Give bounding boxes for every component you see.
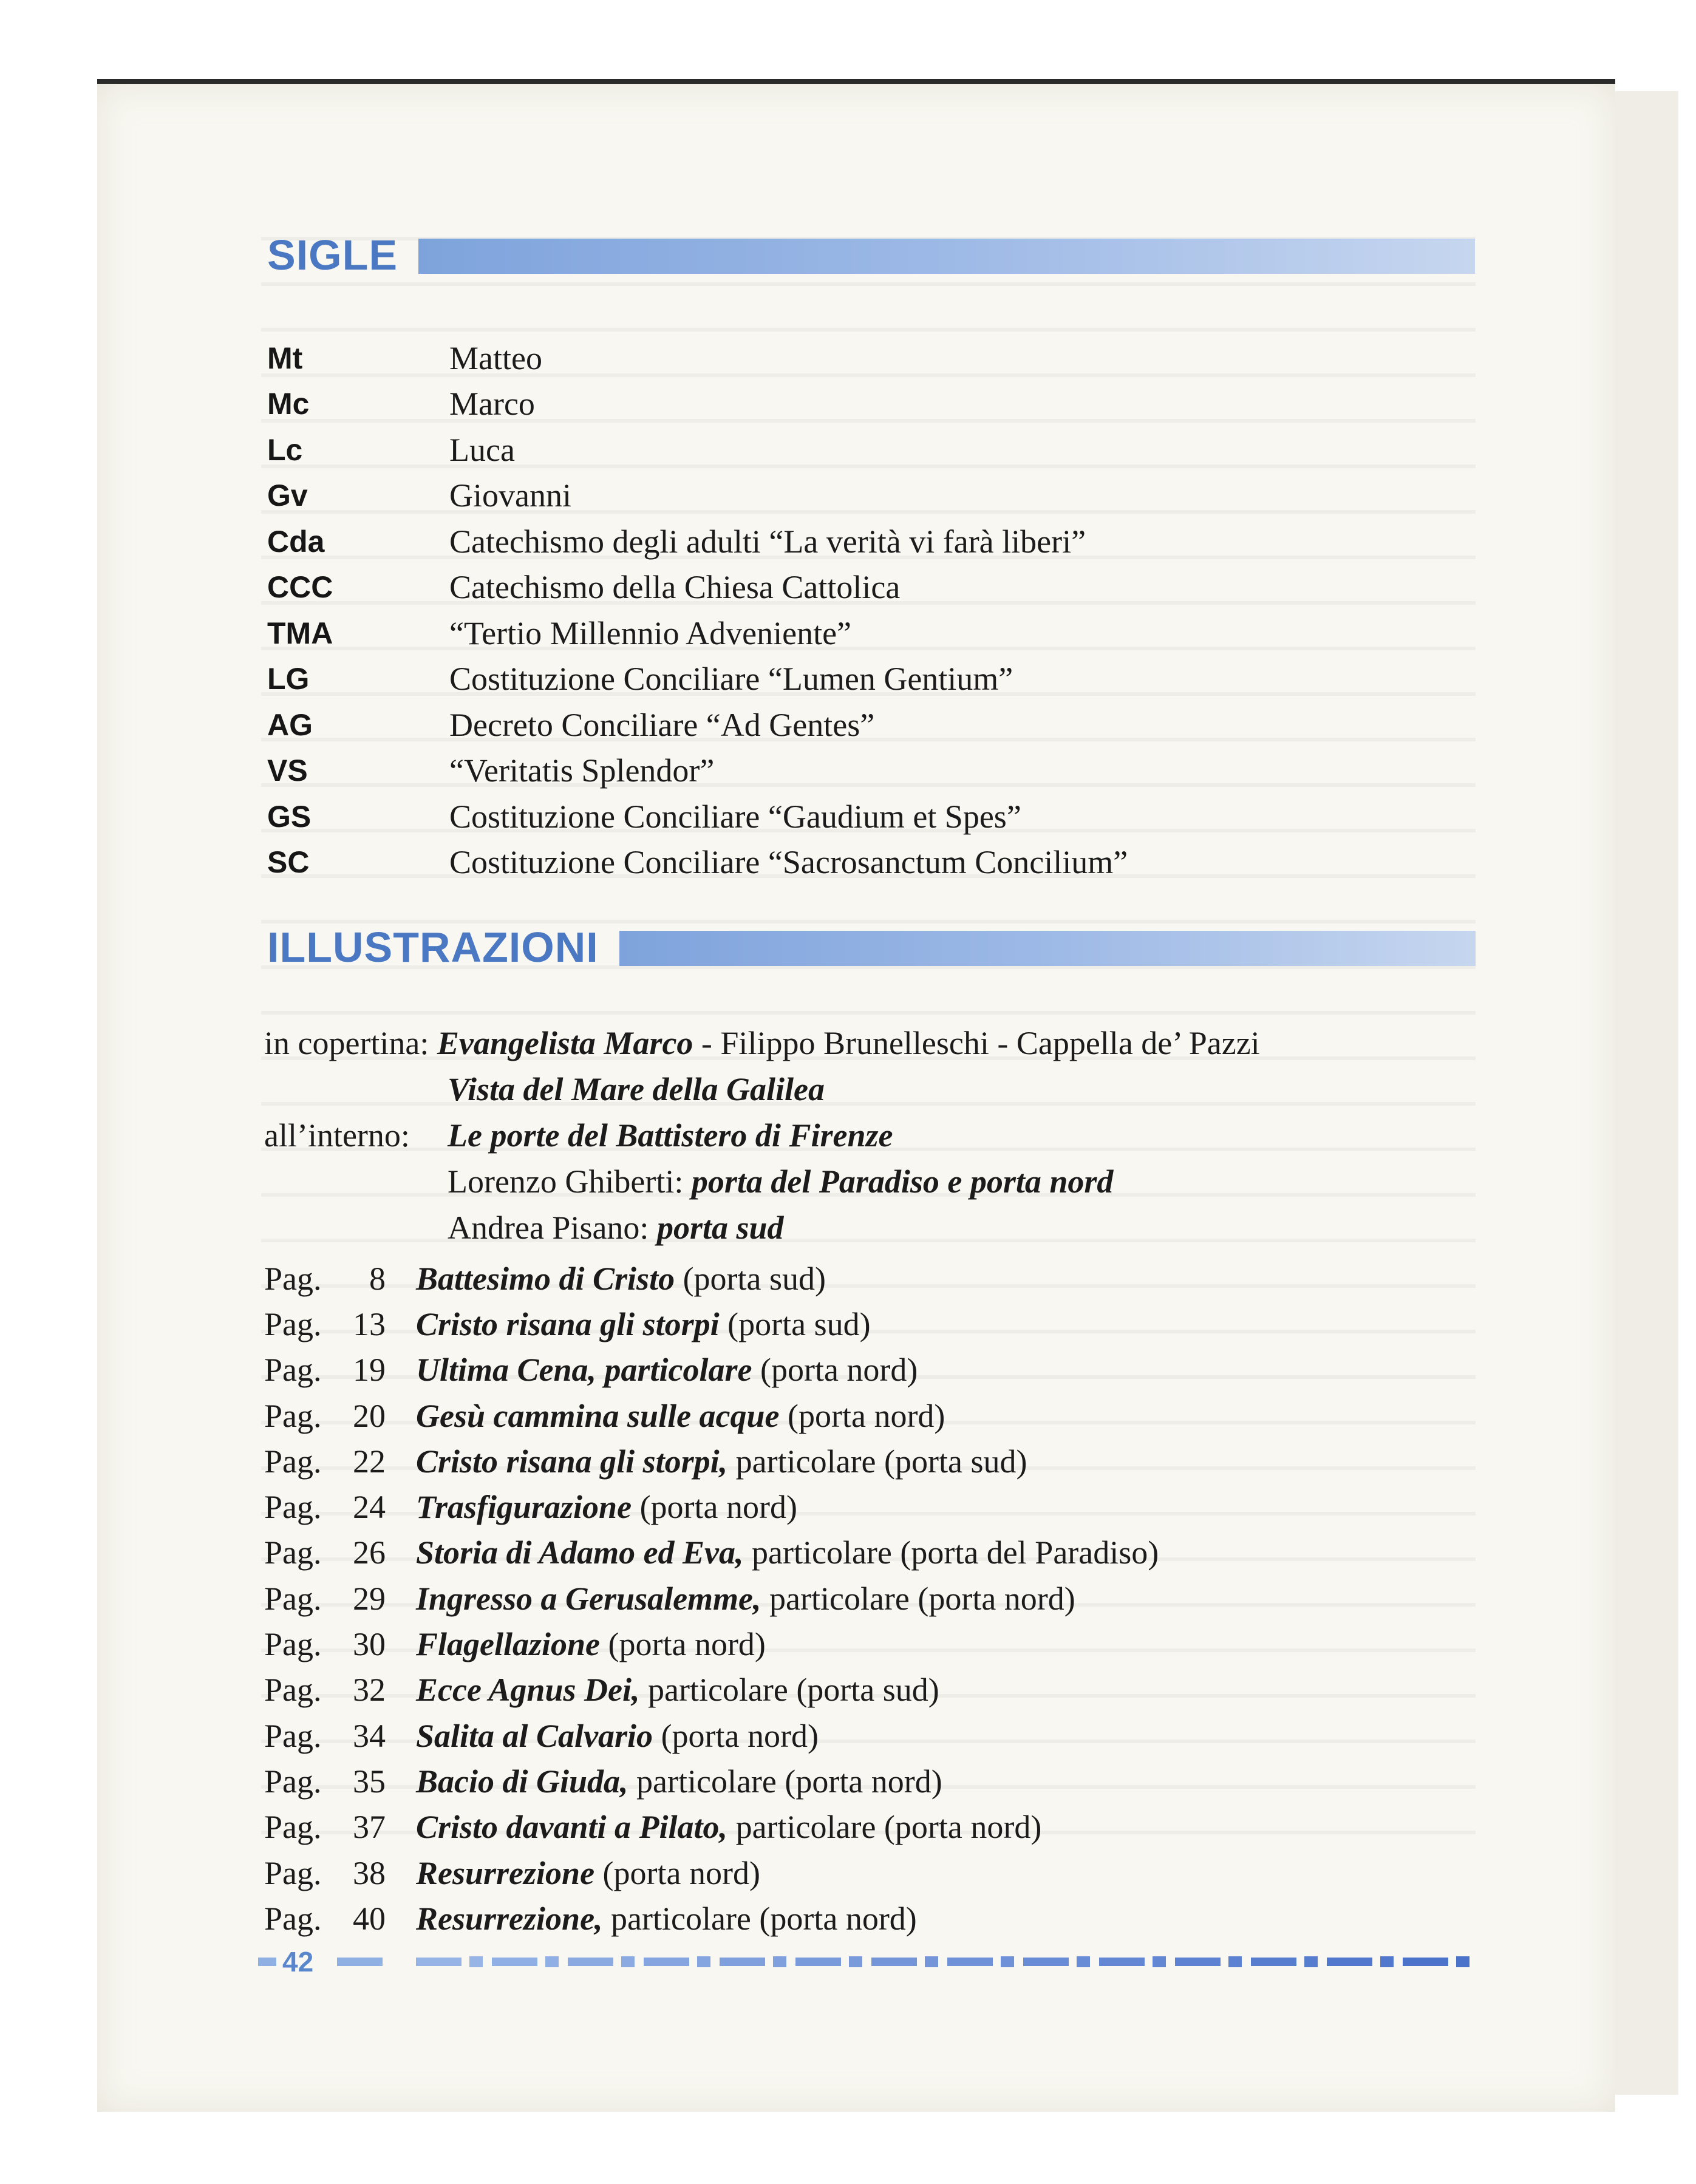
abbreviation-desc: Marco	[449, 386, 535, 423]
pag-number: 34	[353, 1717, 386, 1754]
pag-number: 19	[353, 1352, 386, 1389]
pag-number: 26	[353, 1534, 386, 1571]
abbreviation-desc: Catechismo della Chiesa Cattolica	[449, 569, 901, 606]
page-entry	[264, 1530, 1600, 1576]
abbreviation-row	[267, 748, 1542, 794]
abbreviation-row	[267, 473, 1542, 519]
pag-number: 38	[353, 1854, 386, 1891]
footer-dash	[1001, 1956, 1014, 1967]
pisano-work: porta sud	[656, 1209, 784, 1246]
footer-dash	[1403, 1958, 1448, 1966]
footer-dash	[621, 1956, 635, 1967]
artwork-title: Trasfigurazione	[416, 1489, 632, 1526]
page-entry	[264, 1347, 1600, 1393]
page-entry	[264, 1667, 1600, 1713]
abbreviation-desc: Catechismo degli adulti “La verità vi farà liberi”	[449, 523, 1086, 560]
abbreviation-code: Lc	[267, 432, 303, 467]
pag-label: Pag.	[264, 1809, 322, 1846]
page-entry	[264, 1850, 1600, 1896]
page-footer	[258, 1946, 1476, 1978]
artwork-note: (porta sud)	[719, 1305, 871, 1342]
heading-bar	[619, 931, 1476, 966]
pag-number: 37	[353, 1809, 386, 1846]
abbreviation-desc: Costituzione Conciliare “Gaudium et Spes”	[449, 798, 1021, 835]
illustrazioni-title: ILLUSTRAZIONI	[267, 924, 599, 971]
inside-label: all’interno:	[264, 1117, 410, 1154]
abbreviation-row	[267, 656, 1542, 702]
abbreviation-row	[267, 519, 1542, 565]
pag-label: Pag.	[264, 1900, 322, 1937]
abbreviation-row	[267, 794, 1542, 840]
inside-line	[264, 1112, 1600, 1158]
footer-dash	[1327, 1958, 1372, 1966]
page-entry	[264, 1484, 1600, 1529]
pag-label: Pag.	[264, 1489, 322, 1526]
heading-bar	[418, 239, 1475, 274]
pag-number: 20	[353, 1397, 386, 1434]
pag-label: Pag.	[264, 1717, 322, 1754]
cover-label: in copertina:	[264, 1025, 429, 1061]
pisano-line	[264, 1205, 1600, 1251]
abbreviation-row	[267, 610, 1542, 656]
pag-number: 13	[353, 1305, 386, 1342]
abbreviation-desc: Costituzione Conciliare “Lumen Gentium”	[449, 661, 1013, 698]
footer-dash	[1175, 1958, 1221, 1966]
pag-label: Pag.	[264, 1352, 322, 1389]
pag-label: Pag.	[264, 1672, 322, 1709]
pag-label: Pag.	[264, 1305, 322, 1342]
pag-label: Pag.	[264, 1580, 322, 1617]
pag-number: 40	[353, 1900, 386, 1937]
cover-line	[264, 1020, 1600, 1066]
page-entry	[264, 1758, 1600, 1804]
abbreviation-code: Mt	[267, 341, 303, 375]
pag-label: Pag.	[264, 1854, 322, 1891]
abbreviation-desc: Costituzione Conciliare “Sacrosanctum Concilium”	[449, 844, 1128, 881]
footer-dash	[545, 1956, 559, 1967]
footer-dash	[469, 1956, 483, 1967]
abbreviation-row	[267, 335, 1542, 381]
abbreviation-row	[267, 840, 1542, 886]
artwork-title: Resurrezione,	[416, 1900, 603, 1937]
artwork-note: (porta sud)	[675, 1260, 826, 1297]
page-entry	[264, 1621, 1600, 1667]
abbreviation-code: TMA	[267, 616, 333, 650]
abbreviation-row	[267, 427, 1542, 473]
abbreviation-code: AG	[267, 707, 313, 742]
abbreviation-desc: Giovanni	[449, 477, 571, 514]
artwork-title: Cristo risana gli storpi,	[416, 1443, 728, 1480]
sigle-heading	[267, 231, 1475, 279]
pag-number: 35	[353, 1763, 386, 1800]
footer-dash	[1099, 1958, 1145, 1966]
pisano-name: Andrea Pisano:	[448, 1209, 657, 1246]
abbreviation-code: Mc	[267, 387, 310, 421]
footer-dash	[773, 1956, 786, 1967]
artwork-note: (porta nord)	[653, 1717, 819, 1754]
artwork-title: Cristo risana gli storpi	[416, 1305, 720, 1342]
artwork-note: particolare (porta sud)	[727, 1443, 1027, 1480]
footer-dash	[1228, 1956, 1242, 1967]
footer-dash	[947, 1958, 993, 1966]
abbreviation-desc: Matteo	[449, 339, 542, 376]
footer-dash	[720, 1958, 765, 1966]
abbreviation-desc: “Tertio Millennio Adveniente”	[449, 614, 852, 651]
abbreviation-desc: Decreto Conciliare “Ad Gentes”	[449, 706, 875, 743]
footer-dash	[1251, 1958, 1296, 1966]
page-entry	[264, 1256, 1600, 1301]
abbreviation-code: SC	[267, 845, 310, 880]
footer-dash	[1077, 1956, 1090, 1967]
artwork-title: Resurrezione	[416, 1854, 595, 1891]
page-entry	[264, 1713, 1600, 1758]
abbreviation-row	[267, 565, 1542, 611]
footer-dash	[795, 1958, 841, 1966]
page-entry	[264, 1805, 1600, 1850]
pag-number: 30	[353, 1626, 386, 1663]
artwork-title: Gesù cammina sulle acque	[416, 1397, 780, 1434]
abbreviation-code: Cda	[267, 524, 325, 559]
artwork-note: (porta nord)	[779, 1397, 945, 1434]
inside-title: Le porte del Battistero di Firenze	[448, 1117, 893, 1154]
next-page-edge	[1609, 91, 1678, 2095]
artwork-note: particolare (porta sud)	[639, 1672, 939, 1709]
abbreviation-code: Gv	[267, 478, 308, 513]
pag-number: 8	[369, 1260, 386, 1297]
footer-dash	[492, 1958, 537, 1966]
artwork-note: particolare (porta nord)	[602, 1900, 917, 1937]
footer-dash	[258, 1958, 276, 1966]
ghiberti-work: porta del Paradiso e porta nord	[691, 1163, 1114, 1200]
page-entry	[264, 1438, 1600, 1484]
artwork-note: particolare (porta nord)	[628, 1763, 942, 1800]
artwork-note: (porta nord)	[594, 1854, 760, 1891]
ghiberti-line	[264, 1158, 1600, 1205]
pag-label: Pag.	[264, 1443, 322, 1480]
artwork-note: particolare (porta nord)	[727, 1809, 1042, 1846]
page-list	[264, 1256, 1600, 1941]
artwork-title: Ingresso a Gerusalemme,	[416, 1580, 761, 1617]
pag-label: Pag.	[264, 1397, 322, 1434]
footer-dash	[1456, 1956, 1470, 1967]
abbreviation-row	[267, 381, 1542, 427]
artwork-title: Salita al Calvario	[416, 1717, 653, 1754]
footer-dash	[568, 1958, 613, 1966]
footer-dash	[925, 1956, 938, 1967]
sigle-title: SIGLE	[267, 231, 398, 279]
abbreviation-row	[267, 702, 1542, 748]
abbreviation-desc: “Veritatis Splendor”	[449, 752, 715, 789]
pag-number: 22	[353, 1443, 386, 1480]
abbreviation-code: CCC	[267, 570, 333, 605]
pag-number: 29	[353, 1580, 386, 1617]
page-entry	[264, 1576, 1600, 1621]
cover-credit: - Filippo Brunelleschi - Cappella de’ Pazzi	[693, 1025, 1260, 1061]
page-entry	[264, 1896, 1600, 1941]
abbreviation-code: VS	[267, 754, 308, 788]
artwork-note: (porta nord)	[632, 1489, 797, 1526]
pag-number: 32	[353, 1672, 386, 1709]
artwork-title: Ecce Agnus Dei,	[416, 1672, 640, 1709]
artwork-note: (porta nord)	[600, 1626, 766, 1663]
pag-label: Pag.	[264, 1534, 322, 1571]
artwork-title: Battesimo di Cristo	[416, 1260, 675, 1297]
artwork-title: Ultima Cena, particolare	[416, 1352, 752, 1389]
footer-dash	[871, 1958, 917, 1966]
footer-dash	[1380, 1956, 1394, 1967]
artwork-title: Cristo davanti a Pilato,	[416, 1809, 728, 1846]
footer-dash	[416, 1958, 461, 1966]
cover-line-2	[264, 1066, 1600, 1112]
footer-dash	[697, 1956, 710, 1967]
abbreviation-desc: Luca	[449, 431, 515, 468]
footer-dash	[849, 1956, 862, 1967]
footer-dash	[337, 1958, 383, 1966]
footer-dash-rule	[258, 1949, 1476, 1973]
page-entry	[264, 1301, 1600, 1347]
abbreviation-code: LG	[267, 662, 310, 696]
artwork-note: (porta nord)	[752, 1352, 918, 1389]
cover-title: Evangelista Marco	[437, 1025, 693, 1061]
ghiberti-name: Lorenzo Ghiberti:	[448, 1163, 692, 1200]
artwork-note: particolare (porta nord)	[761, 1580, 1075, 1617]
pag-label: Pag.	[264, 1626, 322, 1663]
illustrazioni-heading	[267, 924, 1476, 971]
footer-dash	[1304, 1956, 1318, 1967]
artwork-title: Bacio di Giuda,	[416, 1763, 628, 1800]
pag-label: Pag.	[264, 1260, 322, 1297]
pag-label: Pag.	[264, 1763, 322, 1800]
cover-title-2: Vista del Mare della Galilea	[448, 1071, 825, 1107]
artwork-note: particolare (porta del Paradiso)	[743, 1534, 1159, 1571]
footer-dash	[1023, 1958, 1069, 1966]
pag-number: 24	[353, 1489, 386, 1526]
abbreviation-code: GS	[267, 799, 312, 834]
abbreviation-list	[267, 335, 1542, 885]
artwork-title: Storia di Adamo ed Eva,	[416, 1534, 744, 1571]
illustration-credits	[264, 1020, 1600, 1251]
footer-dash	[644, 1958, 689, 1966]
page-entry	[264, 1393, 1600, 1438]
artwork-title: Flagellazione	[416, 1626, 601, 1663]
page-number: 42	[282, 1946, 314, 1978]
footer-dash	[1153, 1956, 1166, 1967]
